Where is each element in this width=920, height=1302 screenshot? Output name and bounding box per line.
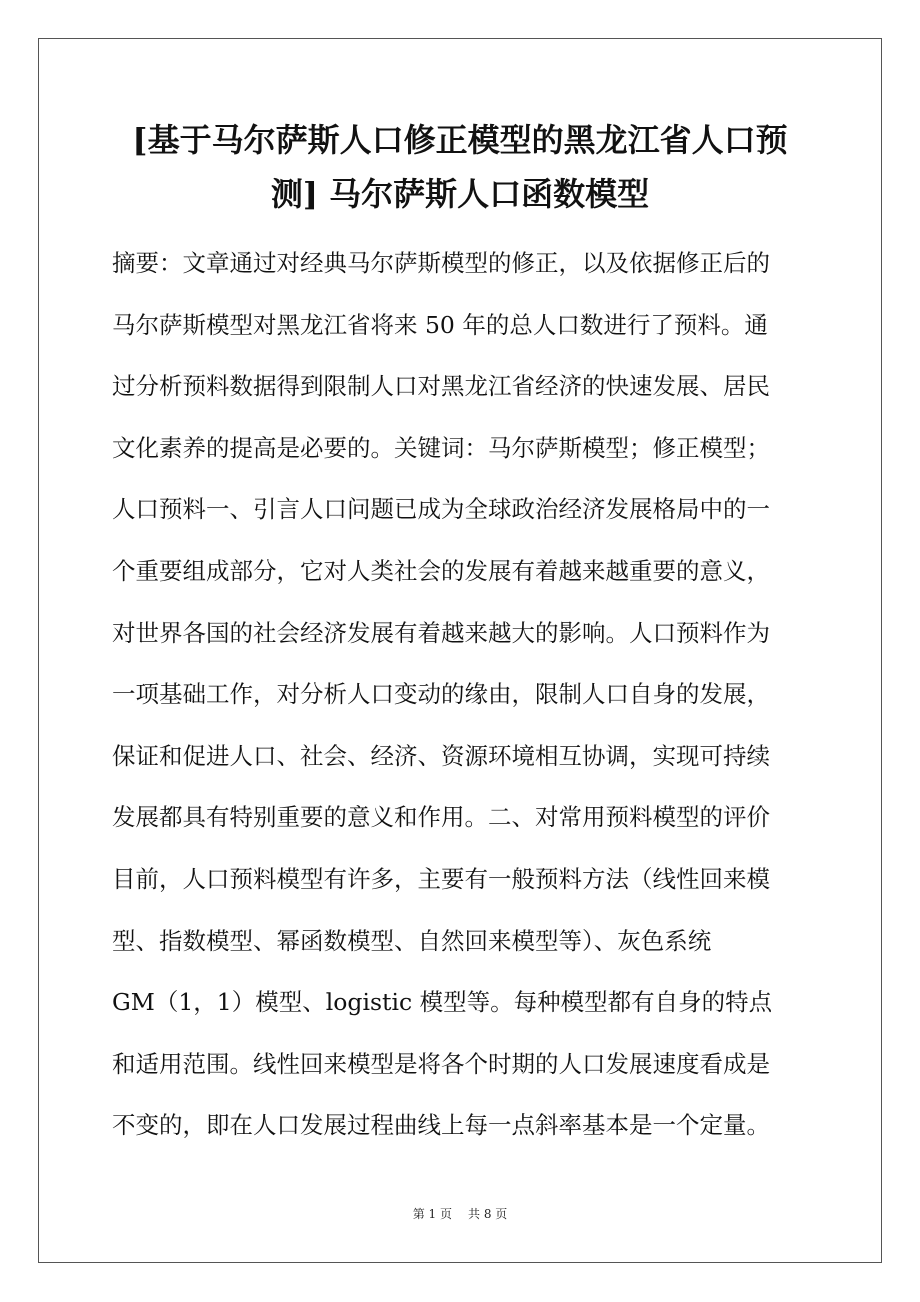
body-line: 型、指数模型、幂函数模型、自然回来模型等）、灰色系统 — [112, 926, 712, 955]
body-line: 人口预料一、引言人口问题已成为全球政治经济发展格局中的一 — [112, 495, 770, 524]
body-line: 一项基础工作，对分析人口变动的缘由，限制人口自身的发展， — [112, 680, 770, 709]
body-line: 摘要：文章通过对经典马尔萨斯模型的修正，以及依据修正后的 — [112, 249, 770, 277]
body-line: 和适用范围。线性回来模型是将各个时期的人口发展速度看成是 — [112, 1049, 770, 1078]
page-number: 第 1 页 — [412, 1207, 452, 1221]
title-line: [基于马尔萨斯人口修正模型的黑龙江省人口预 — [132, 121, 788, 159]
document-body — [112, 233, 810, 1157]
body-line: 文化素养的提高是必要的。关键词：马尔萨斯模型；修正模型； — [112, 433, 770, 462]
body-line: 不变的，即在人口发展过程曲线上每一点斜率基本是一个定量。 — [112, 1111, 770, 1140]
body-line: GM（1，1）模型、logistic 模型等。每种模型都有自身的特点 — [112, 988, 773, 1017]
body-line: 马尔萨斯模型对黑龙江省将来 50 年的总人口数进行了预料。通 — [112, 310, 768, 339]
body-line: 过分析预料数据得到限制人口对黑龙江省经济的快速发展、居民 — [112, 372, 770, 401]
body-line: 保证和促进人口、社会、经济、资源环境相互协调，实现可持续 — [112, 741, 770, 770]
page-footer — [0, 1206, 920, 1222]
body-line: 对世界各国的社会经济发展有着越来越大的影响。人口预料作为 — [112, 618, 770, 647]
body-line: 个重要组成部分，它对人类社会的发展有着越来越重要的意义， — [112, 556, 770, 585]
body-line: 目前，人口预料模型有许多，主要有一般预料方法（线性回来模 — [112, 864, 770, 893]
page-total: 共 8 页 — [468, 1207, 508, 1221]
body-line: 发展都具有特别重要的意义和作用。二、对常用预料模型的评价 — [112, 803, 770, 832]
document-title — [100, 113, 820, 221]
title-line: 测] 马尔萨斯人口函数模型 — [270, 175, 650, 213]
